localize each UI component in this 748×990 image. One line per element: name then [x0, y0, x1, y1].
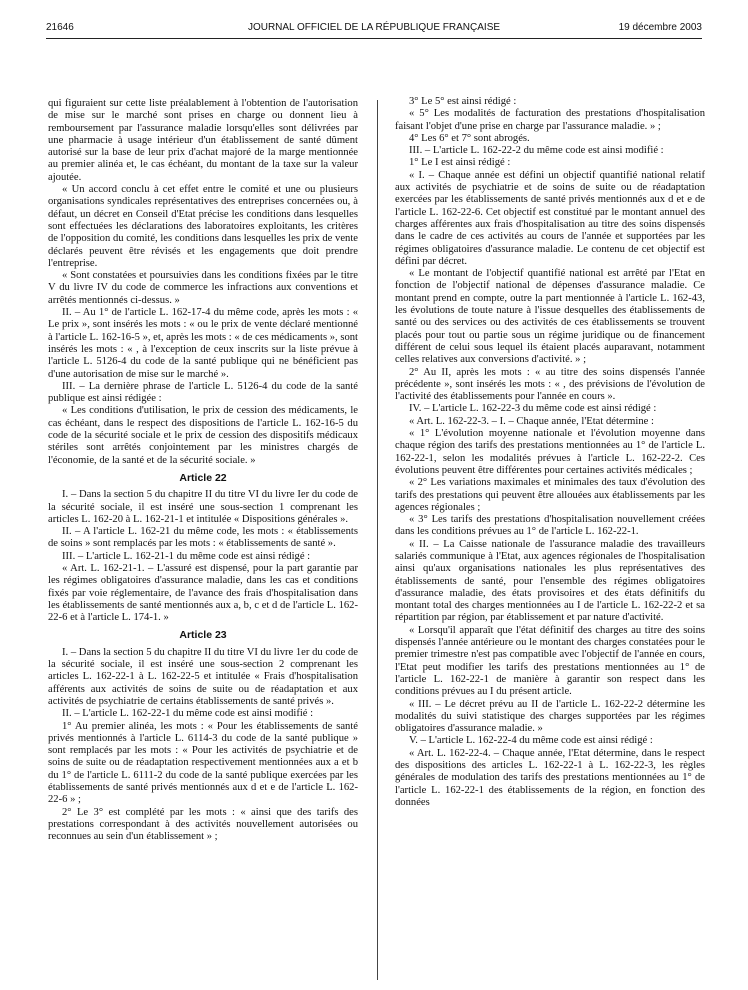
paragraph: 1° Au premier alinéa, les mots : « Pour les établissements de santé privés mentionnés à l'article L. 6114-3 du code de la santé publique » sont remplacés par les mots : « Pour les activités de psychiatrie et de soins de suite ou de réadaptation respectivement mentionnées aux a et b du 1° de l'article L. 6111-2 du code de la santé publique exercées par les établissements de santé privés mentionnés aux d et e de l'article L. 162-22-6 » ;: [48, 720, 358, 806]
header-rule: [46, 38, 702, 39]
paragraph: III. – L'article L. 162-21-1 du même code est ainsi rédigé :: [62, 550, 311, 562]
paragraph: 4° Les 6° et 7° sont abrogés.: [409, 132, 530, 144]
paragraph: « III. – Le décret prévu au II de l'article L. 162-22-2 détermine les modalités du suivi statistique des charges supportées par les régimes obligatoires d'assurance maladie. »: [395, 698, 705, 735]
paragraph: 2° Le 3° est complété par les mots : « ainsi que des tarifs des prestations correspondant à des activités nouvellement autorisées ou reconnues au sein d'un établissement » ;: [48, 806, 358, 843]
paragraph: I. – Dans la section 5 du chapitre II du titre VI du livre 1er du code de la sécurité sociale, il est inséré une sous-section 2 comprenant les articles L. 162-22-1 à L. 162-22-5 et intitulée « Frais d'hospitalisation afférents aux activités de soins de suite ou de réadaptation et aux activités de psychiatrie de certains établissements de santé privés ».: [48, 646, 358, 707]
paragraph: « 5° Les modalités de facturation des prestations d'hospitalisation faisant l'objet d'une prise en charge par l'assurance maladie. » ;: [395, 108, 705, 132]
paragraph: « Le montant de l'objectif quantifié national est arrêté par l'Etat en fonction de l'objectif national de dépenses d'assurance maladie. Ce montant prend en compte, outre la part mentionnée à l'article L. 162-43, les évolutions de toute nature à l'issue desquelles des établissements de santé ou des services ou des activités de ces établissements se trouvent placés pour tout ou partie sous un régime juridique ou de financement différent de celui sous lequel ils étaient placés auparavant, notamment celles relatives aux conversions d'activité. » ;: [395, 268, 705, 366]
paragraph: III. – L'article L. 162-22-2 du même code est ainsi modifié :: [409, 145, 664, 157]
paragraph: 1° Le I est ainsi rédigé :: [409, 157, 511, 169]
paragraph: « Art. L. 162-21-1. – L'assuré est dispensé, pour la part garantie par les régimes obligatoires d'assurance maladie, dans les cas et conditions fixés par voie réglementaire, de l'avance des frais d'hospitalisation dans les établissements de santé mentionnés aux a, b, c et d de l'article L. 162-22-6 et à l'article L. 174-1. »: [48, 562, 358, 624]
column-divider: [377, 100, 378, 980]
paragraph: « Un accord conclu à cet effet entre le comité et une ou plusieurs organisations syndicales représentatives des entreprises concernées ou, à défaut, un décret en Conseil d'Etat précise les conditions dans lesquelles sont effectuées les déclarations des laboratoires exploitants, les critères de l'opposition du comité, les conditions dans lesquelles les prix de vente déclarés peuvent être révisés et les engagements que doit prendre l'entreprise.: [48, 184, 358, 269]
page-header: [46, 22, 702, 36]
paragraph: I. – Dans la section 5 du chapitre II du titre VI du livre Ier du code de la sécurité sociale, il est inséré une sous-section 1 comprenant les articles L. 162-20 à L. 162-21-1 et intitulée « Dispositions générales ».: [48, 489, 358, 525]
paragraph: 3° Le 5° est ainsi rédigé :: [409, 96, 517, 107]
article-heading: Article 22: [179, 471, 227, 484]
publication-date: 19 décembre 2003: [618, 22, 702, 33]
paragraph: « 1° L'évolution moyenne nationale et l'évolution moyenne dans chaque région des tarifs des prestations mentionnées au 1° de l'article L. 162-22-1, selon les modalités prévues à l'article L. 162-22-2. Ces évolutions peuvent être différentes pour certaines activités médicales ;: [395, 428, 705, 476]
paragraph: V. – L'article L. 162-22-4 du même code est ainsi rédigé :: [409, 735, 653, 747]
paragraph: « II. – La Caisse nationale de l'assurance maladie des travailleurs salariés communique à l'Etat, aux agences régionales de l'hospitalisation ainsi qu'aux organisations nationales les plus représentatives des établissements de santé, pour l'ensemble des régimes obligatoires d'assurance maladie, des états provisoires et des états définitifs du montant total des charges mentionnées au I de l'article L. 162-22-2 et sa répartition par région, par établissement et par nature d'activité.: [395, 538, 705, 624]
paragraph: II. – L'article L. 162-22-1 du même code est ainsi modifié :: [62, 708, 314, 720]
paragraph: « Sont constatées et poursuivies dans les conditions fixées par le titre V du livre IV du code de commerce les infractions aux conventions et arrêtés mentionnés ci-dessus. »: [48, 270, 358, 306]
paragraph: III. – La dernière phrase de l'article L. 5126-4 du code de la santé publique est ainsi rédigée :: [48, 380, 358, 405]
article-heading: Article 23: [179, 629, 227, 642]
paragraph: 2° Au II, après les mots : « au titre des soins dispensés l'année précédente », sont insérés les mots : « , des prévisions de l'évolution de l'activité des établissements pour l'année en cours ».: [395, 366, 705, 403]
journal-title: JOURNAL OFFICIEL DE LA RÉPUBLIQUE FRANÇAISE: [247, 22, 501, 33]
page-number: 21646: [46, 22, 74, 33]
paragraph: « 2° Les variations maximales et minimales des taux d'évolution des tarifs des prestations qui peuvent être allouées aux établissements par les agences régionales ;: [395, 477, 705, 513]
right-column: [395, 96, 705, 809]
paragraph: II. – Au 1° de l'article L. 162-17-4 du même code, après les mots : « Le prix », sont insérés les mots : « ou le prix de vente déclaré mentionné à l'article L. 162-16-5 », et, après les mots : « de ces médicaments », sont insérés les mots : « , à l'exception de ceux inscrits sur la liste prévue à l'article L. 5126-4 du code de la santé publique qui ne bénéficient pas d'une autorisation de mise sur le marché ».: [48, 307, 358, 380]
paragraph: II. – A l'article L. 162-21 du même code, les mots : « établissements de soins » sont remplacés par les mots : « établissements de santé ».: [48, 526, 358, 550]
paragraph: qui figuraient sur cette liste préalablement à l'obtention de l'autorisation de mise sur le marché sont prises en charge ou donnent lieu à remboursement par l'assurance maladie lorsqu'elles sont délivrées par une pharmacie à usage intérieur d'un établissement de santé dûment autorisé sur la base de leur prix d'achat majoré de la marge mentionnée au premier alinéa et, le cas échéant, du montant de la taxe sur la valeur ajoutée.: [48, 98, 358, 183]
paragraph: IV. – L'article L. 162-22-3 du même code est ainsi rédigé :: [409, 403, 657, 415]
paragraph: « Art. L. 162-22-3. – I. – Chaque année, l'Etat détermine :: [409, 415, 654, 427]
left-column: [48, 98, 358, 844]
paragraph: « I. – Chaque année est défini un objectif quantifié national relatif aux activités de psychiatrie et de soins de suite ou de réadaptation exercées par les établissements de santé privés mentionnés aux d et e de l'article L. 162-22-6. Cet objectif est constitué par le montant annuel des charges afférentes aux frais d'hospitalisation au titre des soins dispensés dans le cadre de ces activités au cours de l'année et supportées par les régimes obligatoires d'assurance maladie. Le contenu de cet objectif est défini par décret.: [395, 169, 705, 267]
paragraph: « 3° Les tarifs des prestations d'hospitalisation nouvellement créées dans les conditions prévues au 1° de l'article L. 162-22-1.: [395, 514, 705, 538]
paragraph: « Les conditions d'utilisation, le prix de cession des médicaments, le cas échéant, dans le respect des dispositions de l'article L. 162-16-5 du code de la sécurité sociale et le prix de cession des dispositifs médicaux stériles sont arrêtés conjointement par les ministres chargés de l'économie, de la santé et de la sécurité sociale. »: [48, 405, 358, 466]
paragraph: « Art. L. 162-22-4. – Chaque année, l'Etat détermine, dans le respect des dispositions des articles L. 162-22-1 à L. 162-22-3, les règles générales de modulation des tarifs des prestations mentionnées au 1° de l'article L. 162-22-1 des établissements de la région, en fonction des données: [395, 747, 705, 808]
paragraph: « Lorsqu'il apparaît que l'état définitif des charges au titre des soins dispensés l'année antérieure ou le montant des charges constatées pour le premier trimestre n'est pas compatible avec l'objectif de l'année en cours, l'Etat peut modifier les tarifs des prestations mentionnées au 1° de l'article L. 162-22-1 de manière à garantir son respect dans les conditions prévues au I du présent article.: [395, 624, 705, 698]
